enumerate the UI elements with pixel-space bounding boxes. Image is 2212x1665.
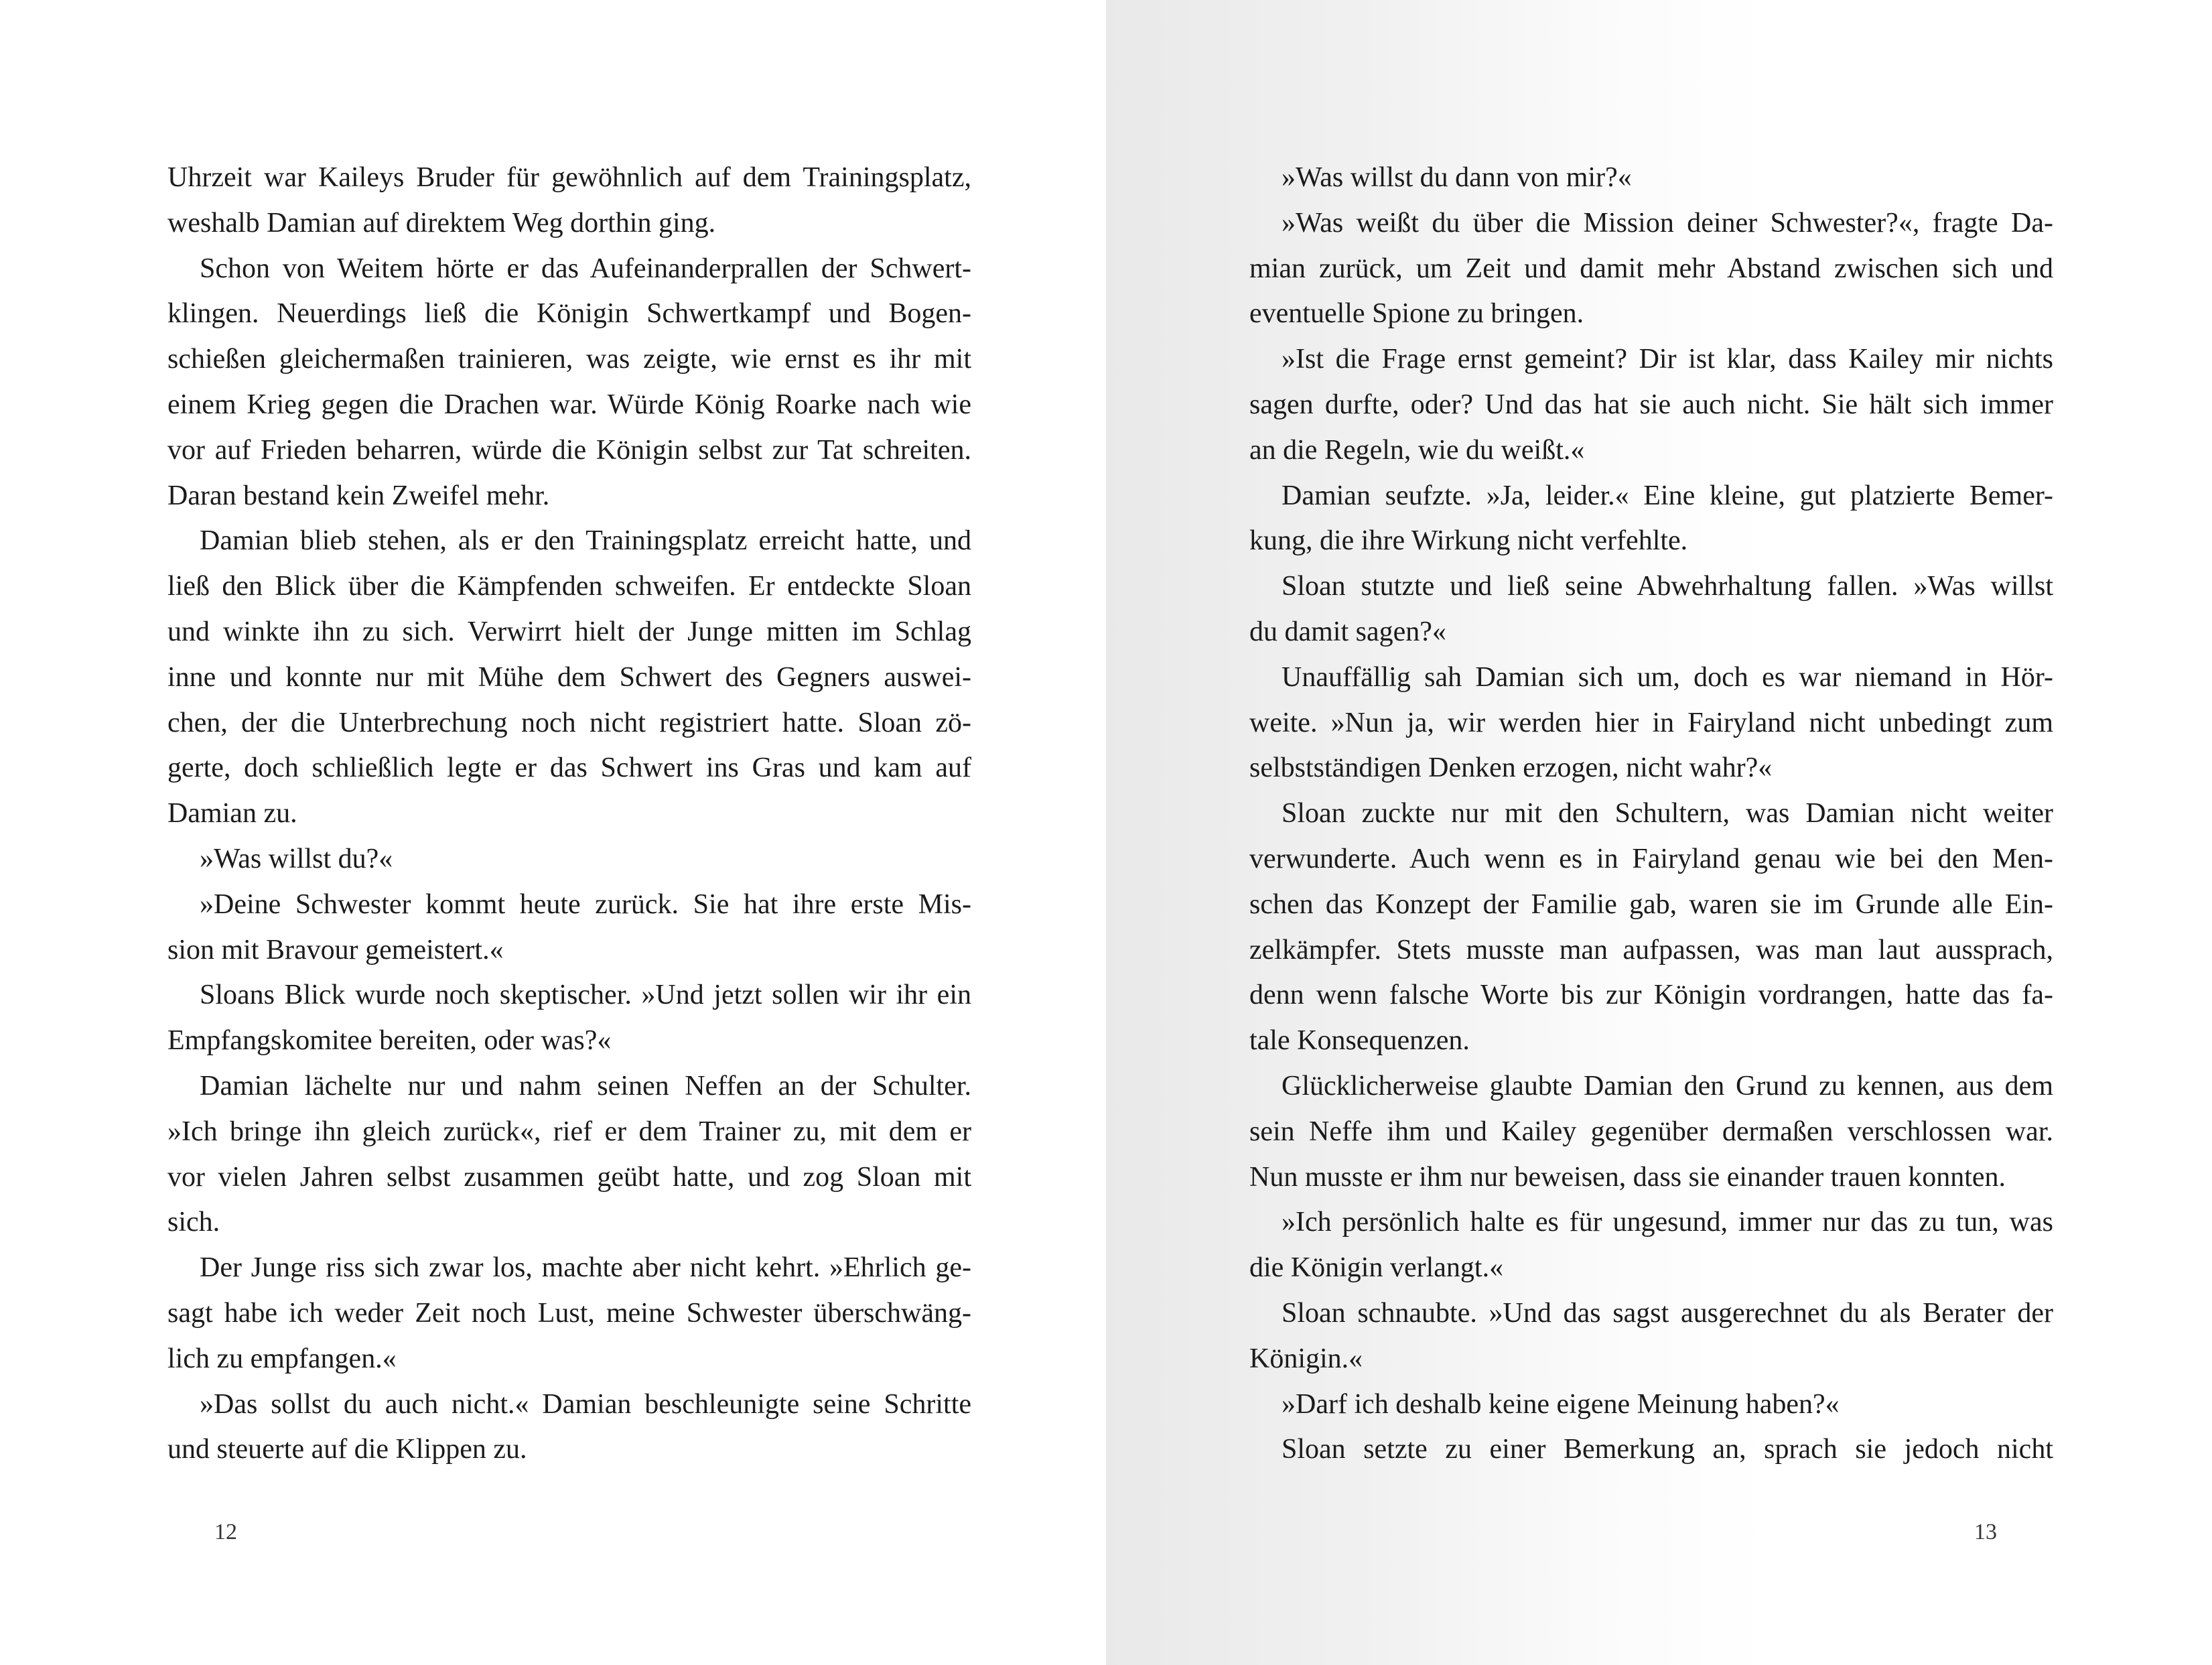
text-line: sagt habe ich weder Zeit noch Lust, meine Schwester überschwäng-	[167, 1297, 971, 1329]
text-line: Königin.«	[1249, 1343, 1363, 1374]
text-line: »Ich persönlich halte es für ungesund, immer nur das zu tun, was	[1282, 1207, 2053, 1238]
text-line: ließ den Blick über die Kämpfenden schweifen. Er entdeckte Sloan	[167, 571, 971, 602]
text-line: kung, die ihre Wirkung nicht verfehlte.	[1249, 525, 1688, 557]
text-line: »Was willst du?«	[200, 843, 393, 874]
text-line: zelkämpfer. Stets musste man aufpassen, was man laut aussprach,	[1249, 934, 2053, 965]
text-line: sich.	[167, 1207, 220, 1238]
right-page	[1106, 0, 2212, 1665]
text-line: vor vielen Jahren selbst zusammen geübt hatte, und zog Sloan mit	[167, 1161, 971, 1193]
text-line: weshalb Damian auf direktem Weg dorthin ging.	[167, 207, 716, 239]
text-line: denn wenn falsche Worte bis zur Königin vordrangen, hatte das fa-	[1249, 980, 2053, 1011]
text-line: gerte, doch schließlich legte er das Schwert ins Gras und kam auf	[167, 752, 971, 784]
text-line: eventuelle Spione zu bringen.	[1249, 298, 1584, 330]
text-line: Sloan setzte zu einer Bemerkung an, sprach sie jedoch nicht	[1282, 1434, 2053, 1465]
text-line: chen, der die Unterbrechung noch nicht registriert hatte. Sloan zö-	[167, 707, 971, 738]
text-line: die Königin verlangt.«	[1249, 1252, 1504, 1284]
text-line: du damit sagen?«	[1249, 616, 1446, 647]
text-line: an die Regeln, wie du weißt.«	[1249, 434, 1585, 466]
text-line: weite. »Nun ja, wir werden hier in Fairyland nicht unbedingt zum	[1249, 707, 2053, 738]
text-line: Damian seufzte. »Ja, leider.« Eine kleine, gut platzierte Bemer-	[1282, 480, 2053, 511]
text-line: inne und konnte nur mit Mühe dem Schwert des Gegners auswei-	[167, 661, 971, 693]
text-line: »Was weißt du über die Mission deiner Schwester?«, fragte Da-	[1282, 207, 2053, 239]
text-line: Der Junge riss sich zwar los, machte aber nicht kehrt. »Ehrlich ge-	[200, 1252, 971, 1284]
page-number-right: 13	[1974, 1520, 1997, 1544]
page-number-left: 12	[214, 1520, 237, 1544]
text-line: Damian lächelte nur und nahm seinen Neffen an der Schulter.	[200, 1070, 971, 1102]
text-line: verwunderte. Auch wenn es in Fairyland genau wie bei den Men-	[1249, 843, 2053, 874]
text-line: Empfangskomitee bereiten, oder was?«	[167, 1025, 612, 1057]
text-line: Sloan stutzte und ließ seine Abwehrhaltung fallen. »Was willst	[1282, 571, 2053, 602]
text-line: Unauffällig sah Damian sich um, doch es war niemand in Hör-	[1282, 661, 2053, 693]
text-line: Damian zu.	[167, 798, 297, 829]
text-line: »Was willst du dann von mir?«	[1282, 162, 1632, 193]
text-line: sagen durfte, oder? Und das hat sie auch nicht. Sie hält sich immer	[1249, 389, 2053, 420]
text-line: Sloan zuckte nur mit den Schultern, was Damian nicht weiter	[1282, 798, 2053, 829]
text-line: selbstständigen Denken erzogen, nicht wahr?«	[1249, 752, 1773, 784]
text-line: tale Konsequenzen.	[1249, 1025, 1470, 1057]
text-line: Nun musste er ihm nur beweisen, dass sie einander trauen konnten.	[1249, 1161, 2006, 1193]
text-line: Sloans Blick wurde noch skeptischer. »Und jetzt sollen wir ihr ein	[200, 980, 971, 1011]
right-page-text	[1249, 155, 2053, 1473]
text-line: lich zu empfangen.«	[167, 1343, 397, 1374]
text-line: Daran bestand kein Zweifel mehr.	[167, 480, 550, 511]
text-line: schießen gleichermaßen trainieren, was zeigte, wie ernst es ihr mit	[167, 344, 971, 375]
text-line: schen das Konzept der Familie gab, waren sie im Grunde alle Ein-	[1249, 888, 2053, 920]
text-line: Sloan schnaubte. »Und das sagst ausgerechnet du als Berater der	[1282, 1297, 2053, 1329]
text-line: Glücklicherweise glaubte Damian den Grund zu kennen, aus dem	[1282, 1070, 2053, 1102]
text-line: »Deine Schwester kommt heute zurück. Sie hat ihre erste Mis-	[200, 888, 971, 920]
text-line: und winkte ihn zu sich. Verwirrt hielt der Junge mitten im Schlag	[167, 616, 971, 647]
text-line: Schon von Weitem hörte er das Aufeinanderprallen der Schwert-	[200, 253, 971, 284]
left-page-text	[167, 155, 971, 1473]
text-line: und steuerte auf die Klippen zu.	[167, 1434, 527, 1465]
text-line: »Das sollst du auch nicht.« Damian beschleunigte seine Schritte	[200, 1388, 971, 1420]
text-line: sein Neffe ihm und Kailey gegenüber dermaßen verschlossen war.	[1249, 1116, 2053, 1147]
text-line: mian zurück, um Zeit und damit mehr Abstand zwischen sich und	[1249, 253, 2053, 284]
text-line: »Ist die Frage ernst gemeint? Dir ist klar, dass Kailey mir nichts	[1282, 344, 2053, 375]
text-line: Damian blieb stehen, als er den Trainingsplatz erreicht hatte, und	[200, 525, 971, 557]
text-line: »Ich bringe ihn gleich zurück«, rief er dem Trainer zu, mit dem er	[167, 1116, 971, 1147]
text-line: Uhrzeit war Kaileys Bruder für gewöhnlich auf dem Trainingsplatz,	[167, 162, 971, 193]
text-line: klingen. Neuerdings ließ die Königin Schwertkampf und Bogen-	[167, 298, 971, 330]
text-line: einem Krieg gegen die Drachen war. Würde König Roarke nach wie	[167, 389, 971, 420]
text-line: sion mit Bravour gemeistert.«	[167, 934, 504, 965]
text-line: »Darf ich deshalb keine eigene Meinung haben?«	[1282, 1388, 1840, 1420]
text-line: vor auf Frieden beharren, würde die Königin selbst zur Tat schreiten.	[167, 434, 971, 466]
